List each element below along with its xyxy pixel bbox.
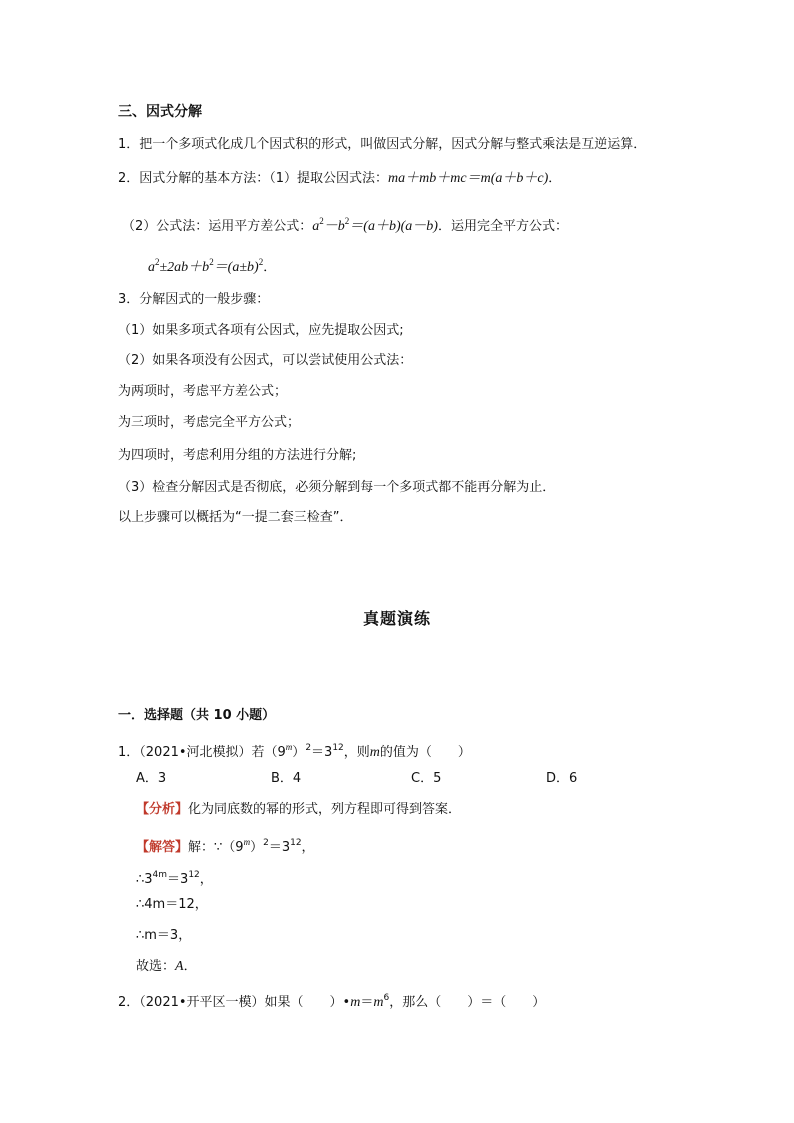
q2-eq: ＝ xyxy=(360,995,374,1010)
difference-of-squares-rhs: (a＋b)(a－b) xyxy=(363,219,438,234)
formula-method-text: （2）公式法：运用平方差公式： xyxy=(122,219,313,234)
basic-methods-text: 2．因式分解的基本方法：（1）提取公因式法： xyxy=(118,171,389,186)
step-1: （1）如果多项式各项有公因式，应先提取公因式; xyxy=(118,323,404,338)
q1-step-3: ∴m＝3， xyxy=(136,928,192,943)
q1-analysis xyxy=(136,801,461,819)
step1-lhs: ∴3 xyxy=(136,872,153,887)
step1-rhs-exp: 12 xyxy=(188,870,200,880)
q1-var-exp: m xyxy=(285,742,293,752)
q2-var: m xyxy=(350,995,361,1010)
steps-title: 3．分解因式的一般步骤： xyxy=(118,292,270,307)
choice-text: 故选： xyxy=(136,959,176,974)
paragraph-definition: 1．把一个多项式化成几个因式积的形式，叫做因式分解，因式分解与整式乘法是互逆运算． xyxy=(118,137,647,152)
choice-letter: A xyxy=(175,959,184,974)
step1-exp: 4m xyxy=(152,870,168,880)
answer-eq: ＝3 xyxy=(268,840,291,855)
section-heading: 三、因式分解 xyxy=(118,104,202,120)
q2-text1: 2．（2021•开平区一模）如果（ ）• xyxy=(118,995,351,1010)
step-2a: 为两项时，考虑平方差公式； xyxy=(118,384,288,399)
q1-step-1 xyxy=(136,866,213,889)
q1-step-2: ∴4m＝12， xyxy=(136,897,208,912)
answer-intro: 解：∵（9 xyxy=(188,840,244,855)
step-3: （3）检查分解因式是否彻底，必须分解到每一个多项式都不能再分解为止． xyxy=(118,480,556,495)
q1-var: m xyxy=(369,745,380,760)
question-2 xyxy=(118,989,545,1012)
answer-var-exp: m xyxy=(243,837,251,847)
exam-title: 真题演练 xyxy=(362,609,431,628)
analysis-tag: 【分析】 xyxy=(136,802,189,817)
q1-exp1: 2 xyxy=(305,743,312,753)
step-2: （2）如果各项没有公因式，可以尝试使用公式法： xyxy=(118,353,413,368)
summary: 以上步骤可以概括为“一提二套三检查”． xyxy=(118,510,353,525)
answer-mid: ） xyxy=(250,840,264,855)
q1-option-b[interactable]: B．4 xyxy=(271,771,302,786)
perfect-square-formula-line xyxy=(148,253,276,277)
step1-comma: ， xyxy=(199,872,213,887)
q1-exp2: 12 xyxy=(332,743,344,753)
q1-option-c[interactable]: C．5 xyxy=(411,771,442,786)
step-2c: 为四项时，考虑利用分组的方法进行分解; xyxy=(118,448,357,463)
answer-exp1: 2 xyxy=(263,838,269,848)
paragraph-formula-method xyxy=(122,212,568,236)
question-1 xyxy=(118,738,471,762)
step1-rhs: ＝3 xyxy=(167,872,189,887)
q1-prefix: 1．（2021•河北模拟）若（9 xyxy=(118,745,286,760)
perfect-square-end: ． xyxy=(263,260,277,275)
formula-method-mid: ．运用完全平方公式： xyxy=(437,219,568,234)
analysis-text: 化为同底数的幂的形式，列方程即可得到答案． xyxy=(188,802,462,817)
difference-of-squares-formula: $a^2-b^2=(a+b)(a-b)$ xyxy=(312,216,438,234)
answer-exp2: 12 xyxy=(290,838,302,848)
q1-mid: ） xyxy=(292,745,306,760)
part-heading: 一．选择题（共 10 小题） xyxy=(118,708,276,723)
q1-eq: ＝3 xyxy=(311,745,333,760)
choice-end: ． xyxy=(183,959,197,974)
q2-text2: ，那么（ ）＝（ ） xyxy=(389,995,546,1010)
q1-suffix2: 的值为（ ） xyxy=(379,745,471,760)
q1-option-a[interactable]: A．3 xyxy=(136,771,167,786)
q2-exp: 6 xyxy=(383,993,390,1003)
paragraph-basic-methods xyxy=(118,170,561,188)
q1-choice xyxy=(136,958,197,976)
q1-answer xyxy=(136,833,315,857)
answer-tag: 【解答】 xyxy=(136,840,189,855)
q2-var-2: m xyxy=(373,995,384,1010)
basic-methods-end: ． xyxy=(548,171,562,186)
common-factor-formula: ma＋mb＋mc＝m(a＋b＋c) xyxy=(388,171,549,186)
perfect-square-formula: $a^2\pm 2ab+b^2=(a\pm b)^2$ xyxy=(148,257,264,275)
q1-option-d[interactable]: D．6 xyxy=(546,771,578,786)
answer-comma: ， xyxy=(301,840,315,855)
step-2b: 为三项时，考虑完全平方公式； xyxy=(118,415,301,430)
q1-suffix: ，则 xyxy=(343,745,370,760)
